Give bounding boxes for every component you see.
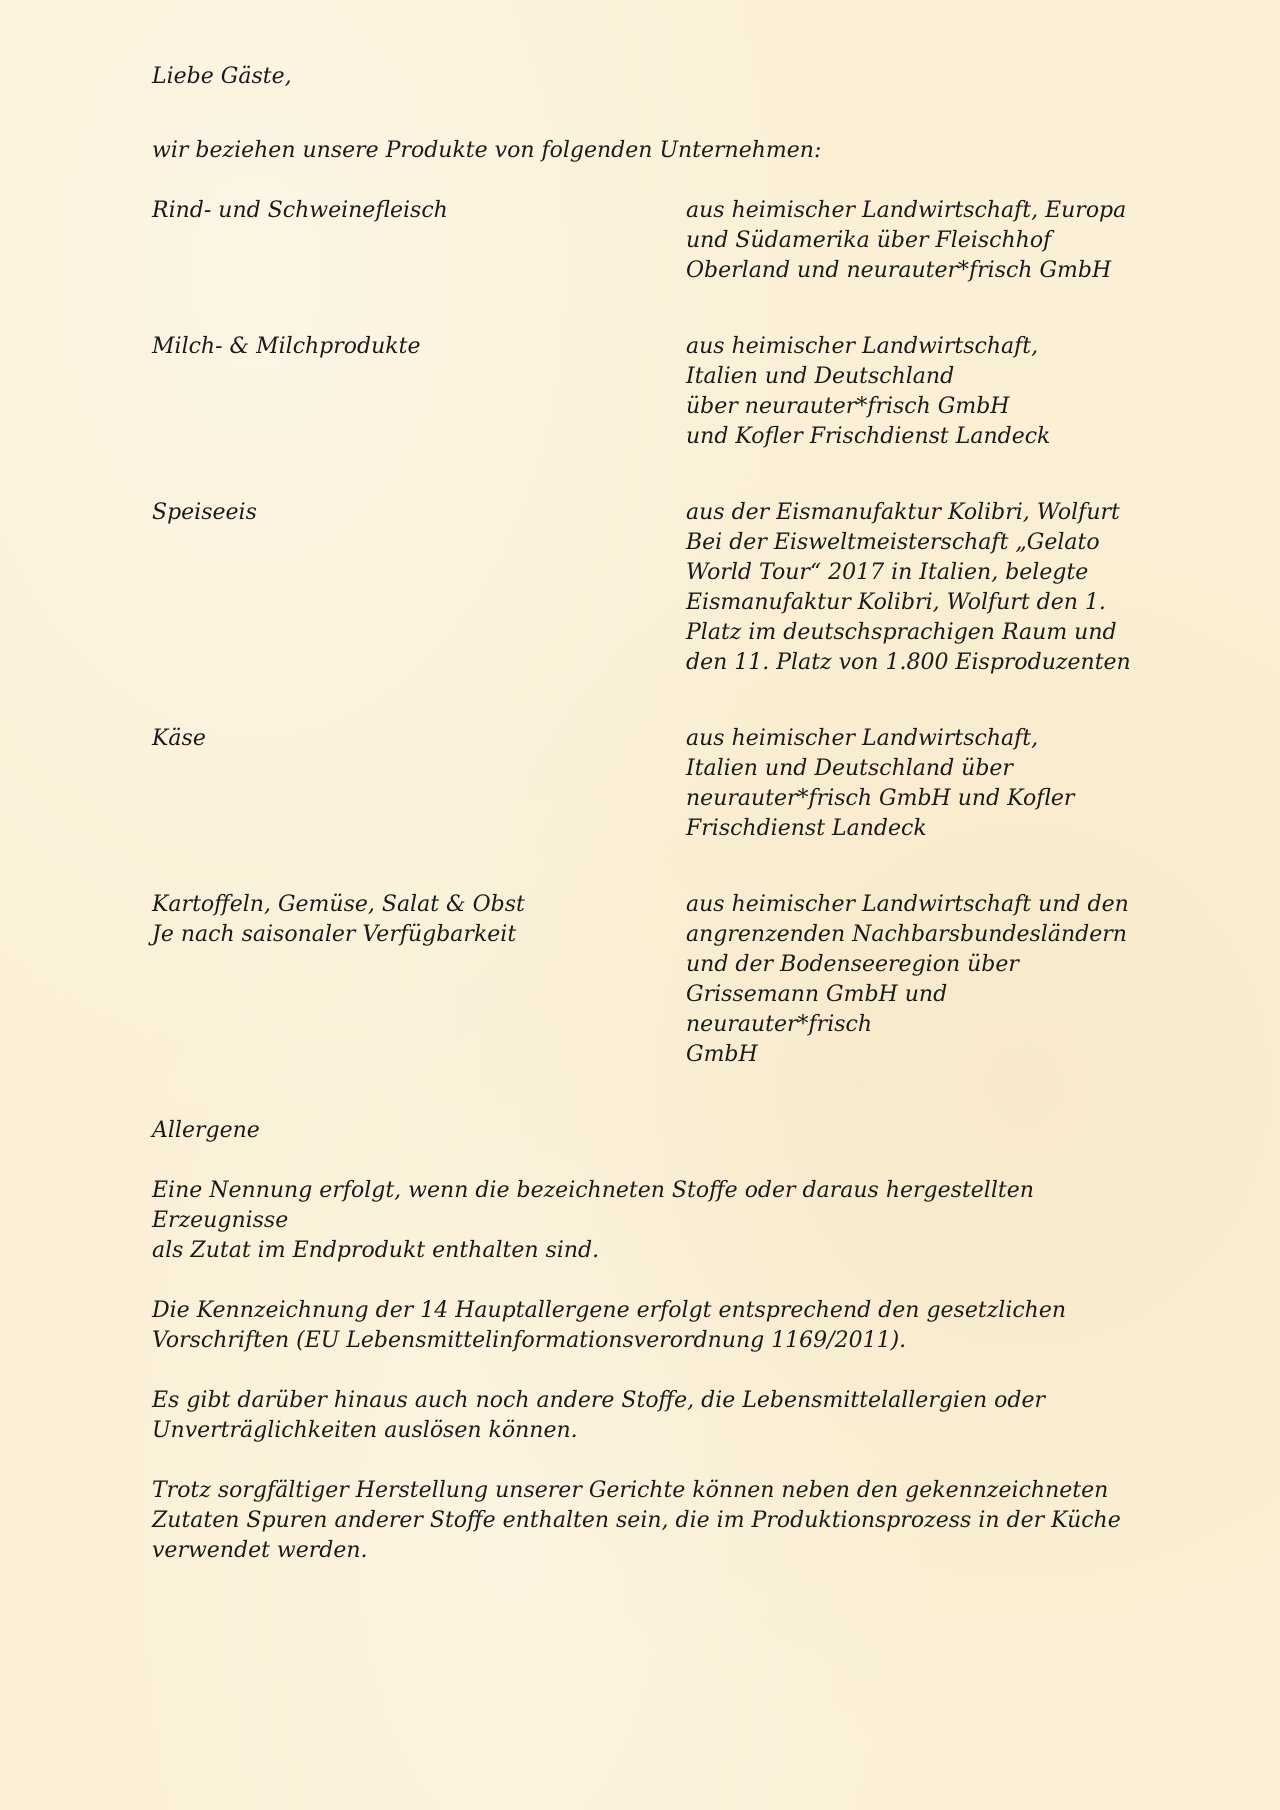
allergen-paragraph-3: Es gibt darüber hinaus auch noch andere Stoffe, die Lebensmittelallergien oder Unverträglichkeiten auslösen können. [152, 1388, 1045, 1443]
allergen-paragraph-4: Trotz sorgfältiger Herstellung unserer Gerichte können neben den gekennzeichneten Zutaten Spuren anderer Stoffe enthalten sein, die im Produktionsprozess in der Küche verwendet werden. [152, 1478, 1121, 1563]
source-text: aus heimischer Landwirtschaft, Europa und Südamerika über Fleischhof Oberland und neurauter*frisch GmbH [686, 198, 1127, 283]
allergen-paragraph-1: Eine Nennung erfolgt, wenn die bezeichneten Stoffe oder daraus hergestellten Erzeugnisse als Zutat im Endprodukt enthalten sind. [152, 1178, 1034, 1263]
product-cell [152, 890, 686, 1070]
intro-text: wir beziehen unsere Produkte von folgenden Unternehmen: [152, 138, 822, 163]
product-cell [152, 724, 686, 844]
supplier-row-icecream [152, 498, 1132, 678]
product-note: Je nach saisonaler Verfügbarkeit [152, 922, 517, 947]
product-name: Speiseeis [152, 500, 257, 525]
supplier-row-produce [152, 890, 1132, 1070]
greeting: Liebe Gäste, [152, 64, 292, 89]
product-name: Käse [152, 726, 206, 751]
supplier-row-cheese [152, 724, 1132, 844]
allergen-paragraph-2: Die Kennzeichnung der 14 Hauptallergene erfolgt entsprechend den gesetzlichen Vorschriften (EU Lebensmittelinformationsverordnung 1169/2011). [152, 1298, 1067, 1353]
source-text: aus der Eismanufaktur Kolibri, Wolfurt Bei der Eisweltmeisterschaft „Gelato World Tour“ 2017 in Italien, belegte Eismanufaktur Kolibri, Wolfurt den 1. Platz im deutschsprachigen Raum und den 11. Platz von 1.800 Eisproduzenten [686, 500, 1131, 675]
product-name: Kartoffeln, Gemüse, Salat & Obst [152, 892, 525, 917]
product-cell [152, 196, 686, 286]
product-cell [152, 498, 686, 678]
product-name: Rind- und Schweinefleisch [152, 198, 448, 223]
source-text: aus heimischer Landwirtschaft, Italien und Deutschland über neurauter*frisch GmbH und Kofler Frischdienst Landeck [686, 726, 1075, 841]
product-cell [152, 332, 686, 452]
source-text: aus heimischer Landwirtschaft, Italien und Deutschland über neurauter*frisch GmbH und Kofler Frischdienst Landeck [686, 334, 1051, 449]
supplier-list [152, 196, 1132, 1070]
source-text: aus heimischer Landwirtschaft und den angrenzenden Nachbarsbundesländern und der Bodenseeregion über Grissemann GmbH und neurauter*frisch GmbH [686, 892, 1129, 1067]
allergen-heading: Allergene [152, 1118, 260, 1143]
supplier-row-meat [152, 196, 1132, 286]
product-name: Milch- & Milchprodukte [152, 334, 421, 359]
supplier-row-dairy [152, 332, 1132, 452]
document-page [152, 62, 1132, 1566]
